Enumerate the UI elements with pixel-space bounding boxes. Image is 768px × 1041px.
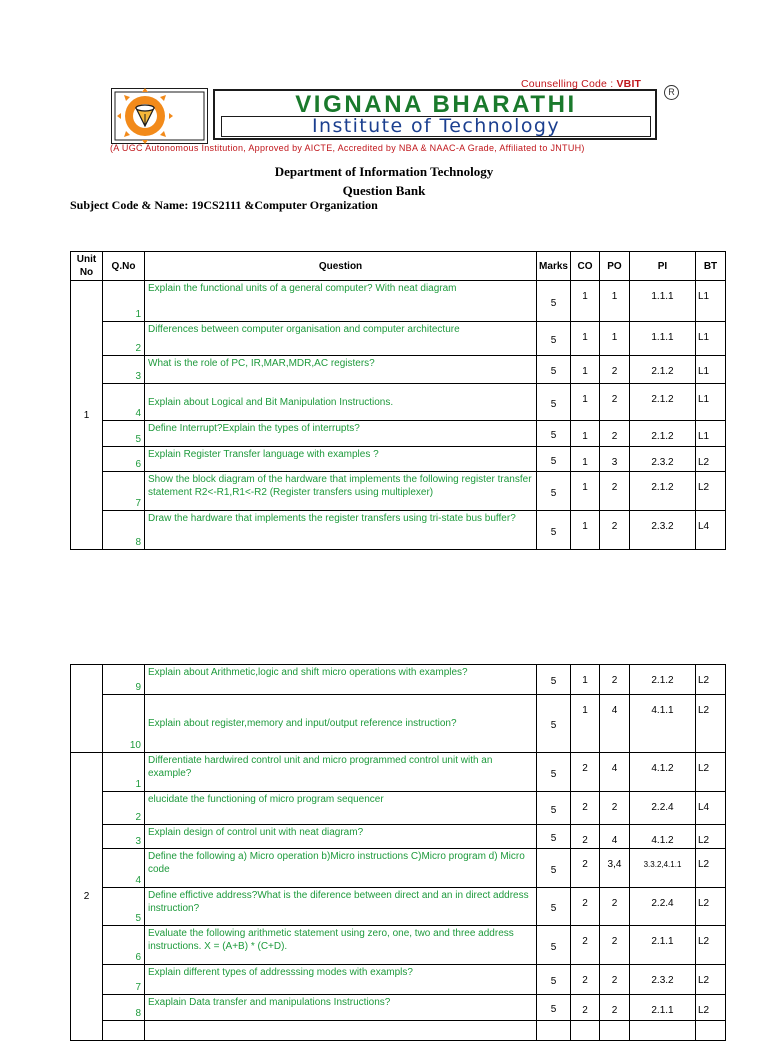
question-text: Define effictive address?What is the diference between direct and an in direct address instruction? <box>145 888 537 926</box>
marks-cell: 5 <box>537 322 571 356</box>
question-text: Show the block diagram of the hardware that implements the following register transfer statement R2<-R1,R1<-R2 (Register transfers using multiplexer) <box>145 472 537 511</box>
question-number: 10 <box>103 695 145 753</box>
bt-cell: L1 <box>696 356 726 384</box>
question-text: Explain different types of addresssing modes with exampls? <box>145 965 537 995</box>
pi-cell: 2.3.2 <box>630 447 696 472</box>
question-number: 5 <box>103 421 145 447</box>
pi-cell: 2.1.2 <box>630 472 696 511</box>
po-cell: 1 <box>600 322 630 356</box>
co-cell: 1 <box>571 665 600 695</box>
po-cell: 2 <box>600 926 630 965</box>
po-cell: 2 <box>600 472 630 511</box>
co-cell: 2 <box>571 995 600 1021</box>
co-cell: 1 <box>571 384 600 421</box>
subject-line: Subject Code & Name: 19CS2111 &Computer Organization <box>70 198 378 212</box>
question-text: What is the role of PC, IR,MAR,MDR,AC registers? <box>145 356 537 384</box>
pi-cell: 2.1.1 <box>630 926 696 965</box>
col-header-question: Question <box>145 252 537 281</box>
table-row <box>71 849 726 888</box>
department-title: Department of Information Technology <box>274 164 494 179</box>
pi-cell: 2.1.2 <box>630 665 696 695</box>
table-row <box>71 888 726 926</box>
co-cell: 1 <box>571 322 600 356</box>
question-text: Explain Register Transfer language with examples ? <box>145 447 537 472</box>
institute-tagline: (A UGC Autonomous Institution, Approved by AICTE, Accredited by NBA & NAAC-A Grade, Affiliated to JNTUH) <box>110 143 585 153</box>
pi-cell: 2.1.1 <box>630 995 696 1021</box>
co-cell: 2 <box>571 849 600 888</box>
marks-cell: 5 <box>537 421 571 447</box>
po-cell: 2 <box>600 792 630 825</box>
marks-cell: 5 <box>537 472 571 511</box>
question-number: 1 <box>103 281 145 322</box>
bt-cell: L2 <box>696 888 726 926</box>
col-header-unit: Unit No <box>71 252 103 281</box>
document-title: Question Bank <box>342 183 426 198</box>
marks-cell: 5 <box>537 926 571 965</box>
pi-cell: 2.2.4 <box>630 792 696 825</box>
question-number: 7 <box>103 472 145 511</box>
pi-cell: 2.3.2 <box>630 511 696 550</box>
table-row <box>71 421 726 447</box>
table-row <box>71 965 726 995</box>
table-row <box>71 695 726 753</box>
question-number: 6 <box>103 447 145 472</box>
question-number: 1 <box>103 753 145 792</box>
po-cell: 2 <box>600 384 630 421</box>
bt-cell: L2 <box>696 926 726 965</box>
marks-cell: 5 <box>537 281 571 322</box>
table-row <box>71 825 726 849</box>
col-header-qno: Q.No <box>103 252 145 281</box>
pi-cell: 1.1.1 <box>630 281 696 322</box>
question-number: 6 <box>103 926 145 965</box>
po-cell: 2 <box>600 965 630 995</box>
table-row <box>71 472 726 511</box>
po-cell: 4 <box>600 753 630 792</box>
question-number: 3 <box>103 356 145 384</box>
institute-emblem-icon <box>111 88 208 144</box>
pi-cell: 4.1.2 <box>630 753 696 792</box>
co-cell: 1 <box>571 447 600 472</box>
co-cell: 2 <box>571 965 600 995</box>
pi-cell: 1.1.1 <box>630 322 696 356</box>
table-row <box>71 447 726 472</box>
institute-name-bottom: Institute of Technology <box>221 116 651 137</box>
marks-cell: 5 <box>537 665 571 695</box>
question-number: 7 <box>103 965 145 995</box>
po-cell: 2 <box>600 995 630 1021</box>
pi-cell: 2.2.4 <box>630 888 696 926</box>
col-header-po: PO <box>600 252 630 281</box>
bt-cell: L4 <box>696 511 726 550</box>
marks-cell: 5 <box>537 825 571 849</box>
question-text: Exaplain Data transfer and manipulations Instructions? <box>145 995 537 1021</box>
marks-cell: 5 <box>537 849 571 888</box>
pi-cell: 2.1.2 <box>630 421 696 447</box>
question-text: Explain the functional units of a general computer? With neat diagram <box>145 281 537 322</box>
question-text: Evaluate the following arithmetic statement using zero, one, two and three address instructions. X = (A+B) * (C+D). <box>145 926 537 965</box>
question-text: elucidate the functioning of micro program sequencer <box>145 792 537 825</box>
col-header-marks: Marks <box>537 252 571 281</box>
counselling-code-value: VBIT <box>616 78 642 90</box>
pi-cell: 2.1.2 <box>630 384 696 421</box>
institute-name-top: VIGNANA BHARATHI <box>221 93 651 116</box>
table-row <box>71 322 726 356</box>
marks-cell: 5 <box>537 511 571 550</box>
marks-cell: 5 <box>537 356 571 384</box>
bt-cell: L2 <box>696 447 726 472</box>
question-text: Define Interrupt?Explain the types of interrupts? <box>145 421 537 447</box>
unit-number-cell <box>71 665 103 753</box>
question-text: Define the following a) Micro operation b)Micro instructions C)Micro program d) Micro code <box>145 849 537 888</box>
question-number: 4 <box>103 849 145 888</box>
question-number: 2 <box>103 322 145 356</box>
marks-cell: 5 <box>537 995 571 1021</box>
co-cell: 1 <box>571 511 600 550</box>
marks-cell: 5 <box>537 888 571 926</box>
bt-cell: L2 <box>696 965 726 995</box>
pi-cell: 4.1.1 <box>630 695 696 753</box>
po-cell: 3 <box>600 447 630 472</box>
co-cell: 2 <box>571 792 600 825</box>
table-row <box>71 792 726 825</box>
bt-cell: L2 <box>696 695 726 753</box>
table-row <box>71 753 726 792</box>
institute-name-box <box>213 89 657 140</box>
table-row <box>71 281 726 322</box>
marks-cell: 5 <box>537 695 571 753</box>
bt-cell: L4 <box>696 792 726 825</box>
question-table-continued <box>70 664 726 1041</box>
question-text: Explain about Logical and Bit Manipulation Instructions. <box>145 384 537 421</box>
co-cell: 1 <box>571 421 600 447</box>
table-row <box>71 995 726 1021</box>
question-text: Differentiate hardwired control unit and micro programmed control unit with an example? <box>145 753 537 792</box>
table-row <box>71 665 726 695</box>
po-cell: 2 <box>600 356 630 384</box>
question-number: 8 <box>103 511 145 550</box>
question-text: Explain about register,memory and input/output reference instruction? <box>145 695 537 753</box>
question-number: 5 <box>103 888 145 926</box>
po-cell: 4 <box>600 695 630 753</box>
bt-cell: L2 <box>696 995 726 1021</box>
pi-cell: 4.1.2 <box>630 825 696 849</box>
question-number: 4 <box>103 384 145 421</box>
table-header-row <box>71 252 726 281</box>
col-header-bt: BT <box>696 252 726 281</box>
counselling-label: Counselling Code : <box>521 78 614 90</box>
question-table-unit-1 <box>70 251 726 550</box>
po-cell: 2 <box>600 421 630 447</box>
po-cell: 1 <box>600 281 630 322</box>
registered-mark: R <box>664 85 679 100</box>
bt-cell: L2 <box>696 753 726 792</box>
marks-cell: 5 <box>537 447 571 472</box>
bt-cell: L1 <box>696 384 726 421</box>
question-text: Differences between computer organisation and computer architecture <box>145 322 537 356</box>
unit-number: 1 <box>71 281 103 550</box>
marks-cell: 5 <box>537 384 571 421</box>
co-cell: 2 <box>571 888 600 926</box>
table-row <box>71 926 726 965</box>
table-row <box>71 356 726 384</box>
question-text: Draw the hardware that implements the register transfers using tri-state bus buffer? <box>145 511 537 550</box>
unit-number: 2 <box>71 753 103 1041</box>
bt-cell: L1 <box>696 281 726 322</box>
bt-cell: L1 <box>696 421 726 447</box>
question-text: Explain about Arithmetic,logic and shift micro operations with examples? <box>145 665 537 695</box>
bt-cell: L1 <box>696 322 726 356</box>
co-cell: 1 <box>571 281 600 322</box>
pi-cell: 3.3.2,4.1.1 <box>630 849 696 888</box>
question-number: 3 <box>103 825 145 849</box>
pi-cell: 2.1.2 <box>630 356 696 384</box>
marks-cell: 5 <box>537 792 571 825</box>
table-row <box>71 511 726 550</box>
question-number: 8 <box>103 995 145 1021</box>
col-header-pi: PI <box>630 252 696 281</box>
marks-cell: 5 <box>537 965 571 995</box>
co-cell: 2 <box>571 825 600 849</box>
pi-cell: 2.3.2 <box>630 965 696 995</box>
question-number: 9 <box>103 665 145 695</box>
co-cell: 1 <box>571 356 600 384</box>
bt-cell: L2 <box>696 825 726 849</box>
co-cell: 1 <box>571 472 600 511</box>
bt-cell: L2 <box>696 472 726 511</box>
co-cell: 1 <box>571 695 600 753</box>
po-cell: 2 <box>600 511 630 550</box>
question-text: Explain design of control unit with neat diagram? <box>145 825 537 849</box>
po-cell: 2 <box>600 665 630 695</box>
po-cell: 2 <box>600 888 630 926</box>
bt-cell: L2 <box>696 849 726 888</box>
col-header-co: CO <box>571 252 600 281</box>
co-cell: 2 <box>571 926 600 965</box>
marks-cell: 5 <box>537 753 571 792</box>
table-row <box>71 384 726 421</box>
po-cell: 4 <box>600 825 630 849</box>
po-cell: 3,4 <box>600 849 630 888</box>
co-cell: 2 <box>571 753 600 792</box>
question-number: 2 <box>103 792 145 825</box>
bt-cell: L2 <box>696 665 726 695</box>
